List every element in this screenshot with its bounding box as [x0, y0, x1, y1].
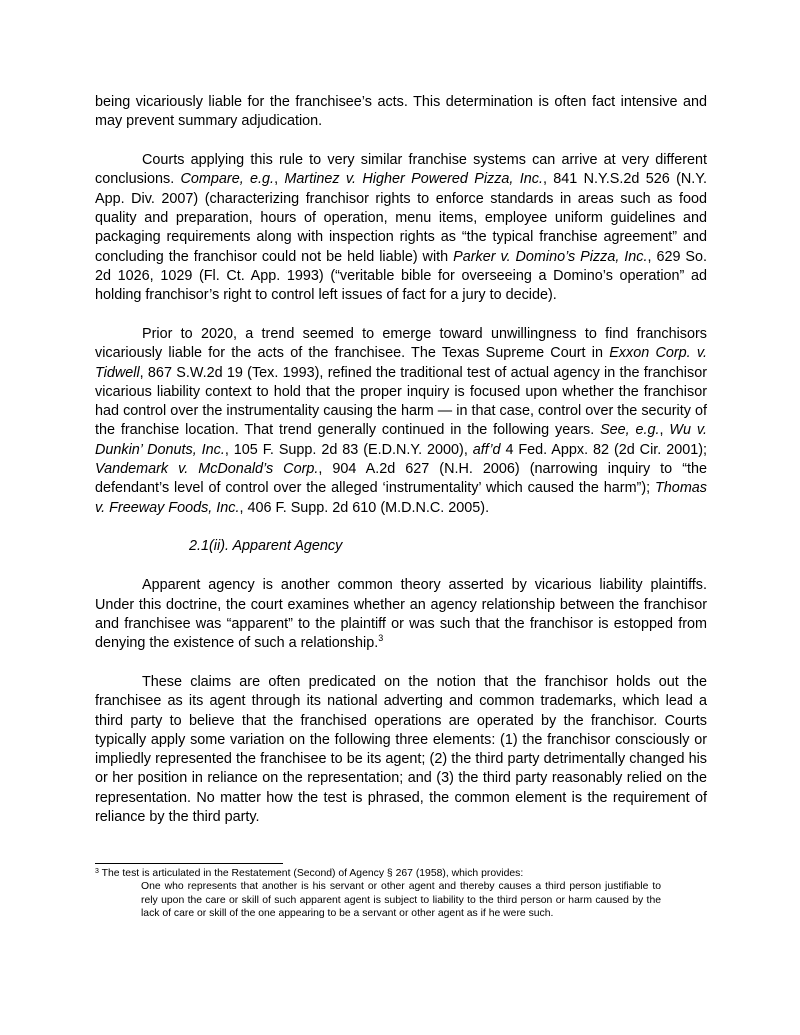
body-text — [95, 93, 707, 847]
case-name: Martinez v. Higher Powered Pizza, Inc. — [284, 171, 543, 188]
case-name: Vandemark v. McDonald’s Corp. — [95, 461, 319, 478]
paragraph-3-text: , 406 F. Supp. 2d 610 (M.D.N.C. 2005). — [239, 499, 490, 516]
paragraph-5 — [95, 673, 707, 827]
paragraph-3-text: , 105 F. Supp. 2d 83 (E.D.N.Y. 2000), — [224, 441, 473, 458]
footnote-lead-text: The test is articulated in the Restatement (Second) of Agency § 267 (1958), which provides: — [101, 868, 524, 879]
case-name: Wu v. Dunkin’ Donuts, Inc. — [95, 422, 707, 458]
paragraph-1-text: being vicariously liable for the franchisee’s acts. This determination is often fact intensive and may prevent summary adjudication. — [95, 94, 707, 130]
paragraph-2-text: , — [274, 171, 285, 188]
footnote — [95, 867, 707, 921]
paragraph-3-text: 4 Fed. Appx. 82 (2d Cir. 2001); — [500, 441, 707, 458]
paragraph-2-text: , 841 N.Y.S.2d 526 (N.Y. App. Div. 2007) (characterizing franchisor rights to enforce standards in areas such as food quality and preparation, hours of operation, menu items, employee uniform guidelines and packaging requirements along with inspection rights as “the typical franchise agreement” and concluding the franchisor could not be held liable) with — [95, 171, 707, 265]
paragraph-4 — [95, 576, 707, 653]
paragraph-2 — [95, 151, 707, 305]
case-name: Exxon Corp. v. Tidwell — [95, 345, 708, 381]
paragraph-3-text: , 904 A.2d 627 (N.H. 2006) (narrowing inquiry to “the defendant’s level of control over the alleged ‘instrumentality’ which caused the harm”); — [95, 461, 707, 497]
case-name: Thomas v. Freeway Foods, Inc. — [95, 480, 707, 516]
citation-signal: aff’d — [472, 441, 501, 458]
paragraph-3-text: Prior to 2020, a trend seemed to emerge toward unwillingness to find franchisors vicariously liable for the acts of the franchisee. The Texas Supreme Court in — [95, 325, 707, 362]
paragraph-3 — [95, 325, 707, 518]
paragraph-3-text: , — [659, 422, 670, 439]
paragraph-4-text: Apparent agency is another common theory asserted by vicarious liability plaintiffs. Under this doctrine, the court examines whether an agency relationship between the franchisor and franchisee was “apparent” to the plaintiff or was such that the franchisor is estopped from denying the existence of such a relationship. — [95, 577, 707, 652]
citation-signal: See, e.g. — [600, 422, 660, 439]
paragraph-2-text: , 629 So. 2d 1026, 1029 (Fl. Ct. App. 1993) (“veritable bible for overseeing a Domino’s operation” ad holding franchisor’s right to control left issues of fact for a jury to decide). — [95, 248, 707, 304]
footnote-number: 3 — [95, 868, 99, 875]
footnote-lead — [95, 867, 707, 880]
footnote-reference[interactable]: 3 — [378, 633, 384, 644]
paragraph-5-text: These claims are often predicated on the notion that the franchisor holds out the franchisee as its agent through its national adverting and common trademarks, which lead a third party to believe that the franchised operations are operated by the franchisor. Courts typically apply some variation on the following three elements: (1) the franchisor consciously or impliedly represented the franchisee to be its agent; (2) the third party detrimentally changed his or her position in reliance on the representation; and (3) the third party reasonably relied on the representation. No matter how the test is phrased, the common element is the requirement of reliance by the third party. — [95, 673, 707, 825]
section-heading: 2.1(ii). Apparent Agency — [189, 538, 343, 555]
paragraph-2-text: Courts applying this rule to very similar franchise systems can arrive at very different conclusions. — [95, 152, 707, 188]
footnote-separator — [95, 863, 283, 864]
case-name: Parker v. Domino’s Pizza, Inc. — [453, 248, 648, 265]
footnote-block-quote: One who represents that another is his servant or other agent and thereby causes a third person justifiable to rely upon the care or skill of such apparent agent is subject to liability to the third person or harm caused by the lack of care or skill of the one appearing to be a servant or other agent as if he were such. — [141, 881, 661, 920]
paragraph-3-text: , 867 S.W.2d 19 (Tex. 1993), refined the traditional test of actual agency in the franchisor vicarious liability context to hold that the proper inquiry is focused upon whether the franchisor had control over the instrumentality causing the harm — in that case, control over the security of the franchise location. That trend generally continued in the following years. — [95, 364, 707, 439]
paragraph-1 — [95, 93, 707, 132]
citation-signal: Compare, e.g. — [180, 171, 275, 188]
